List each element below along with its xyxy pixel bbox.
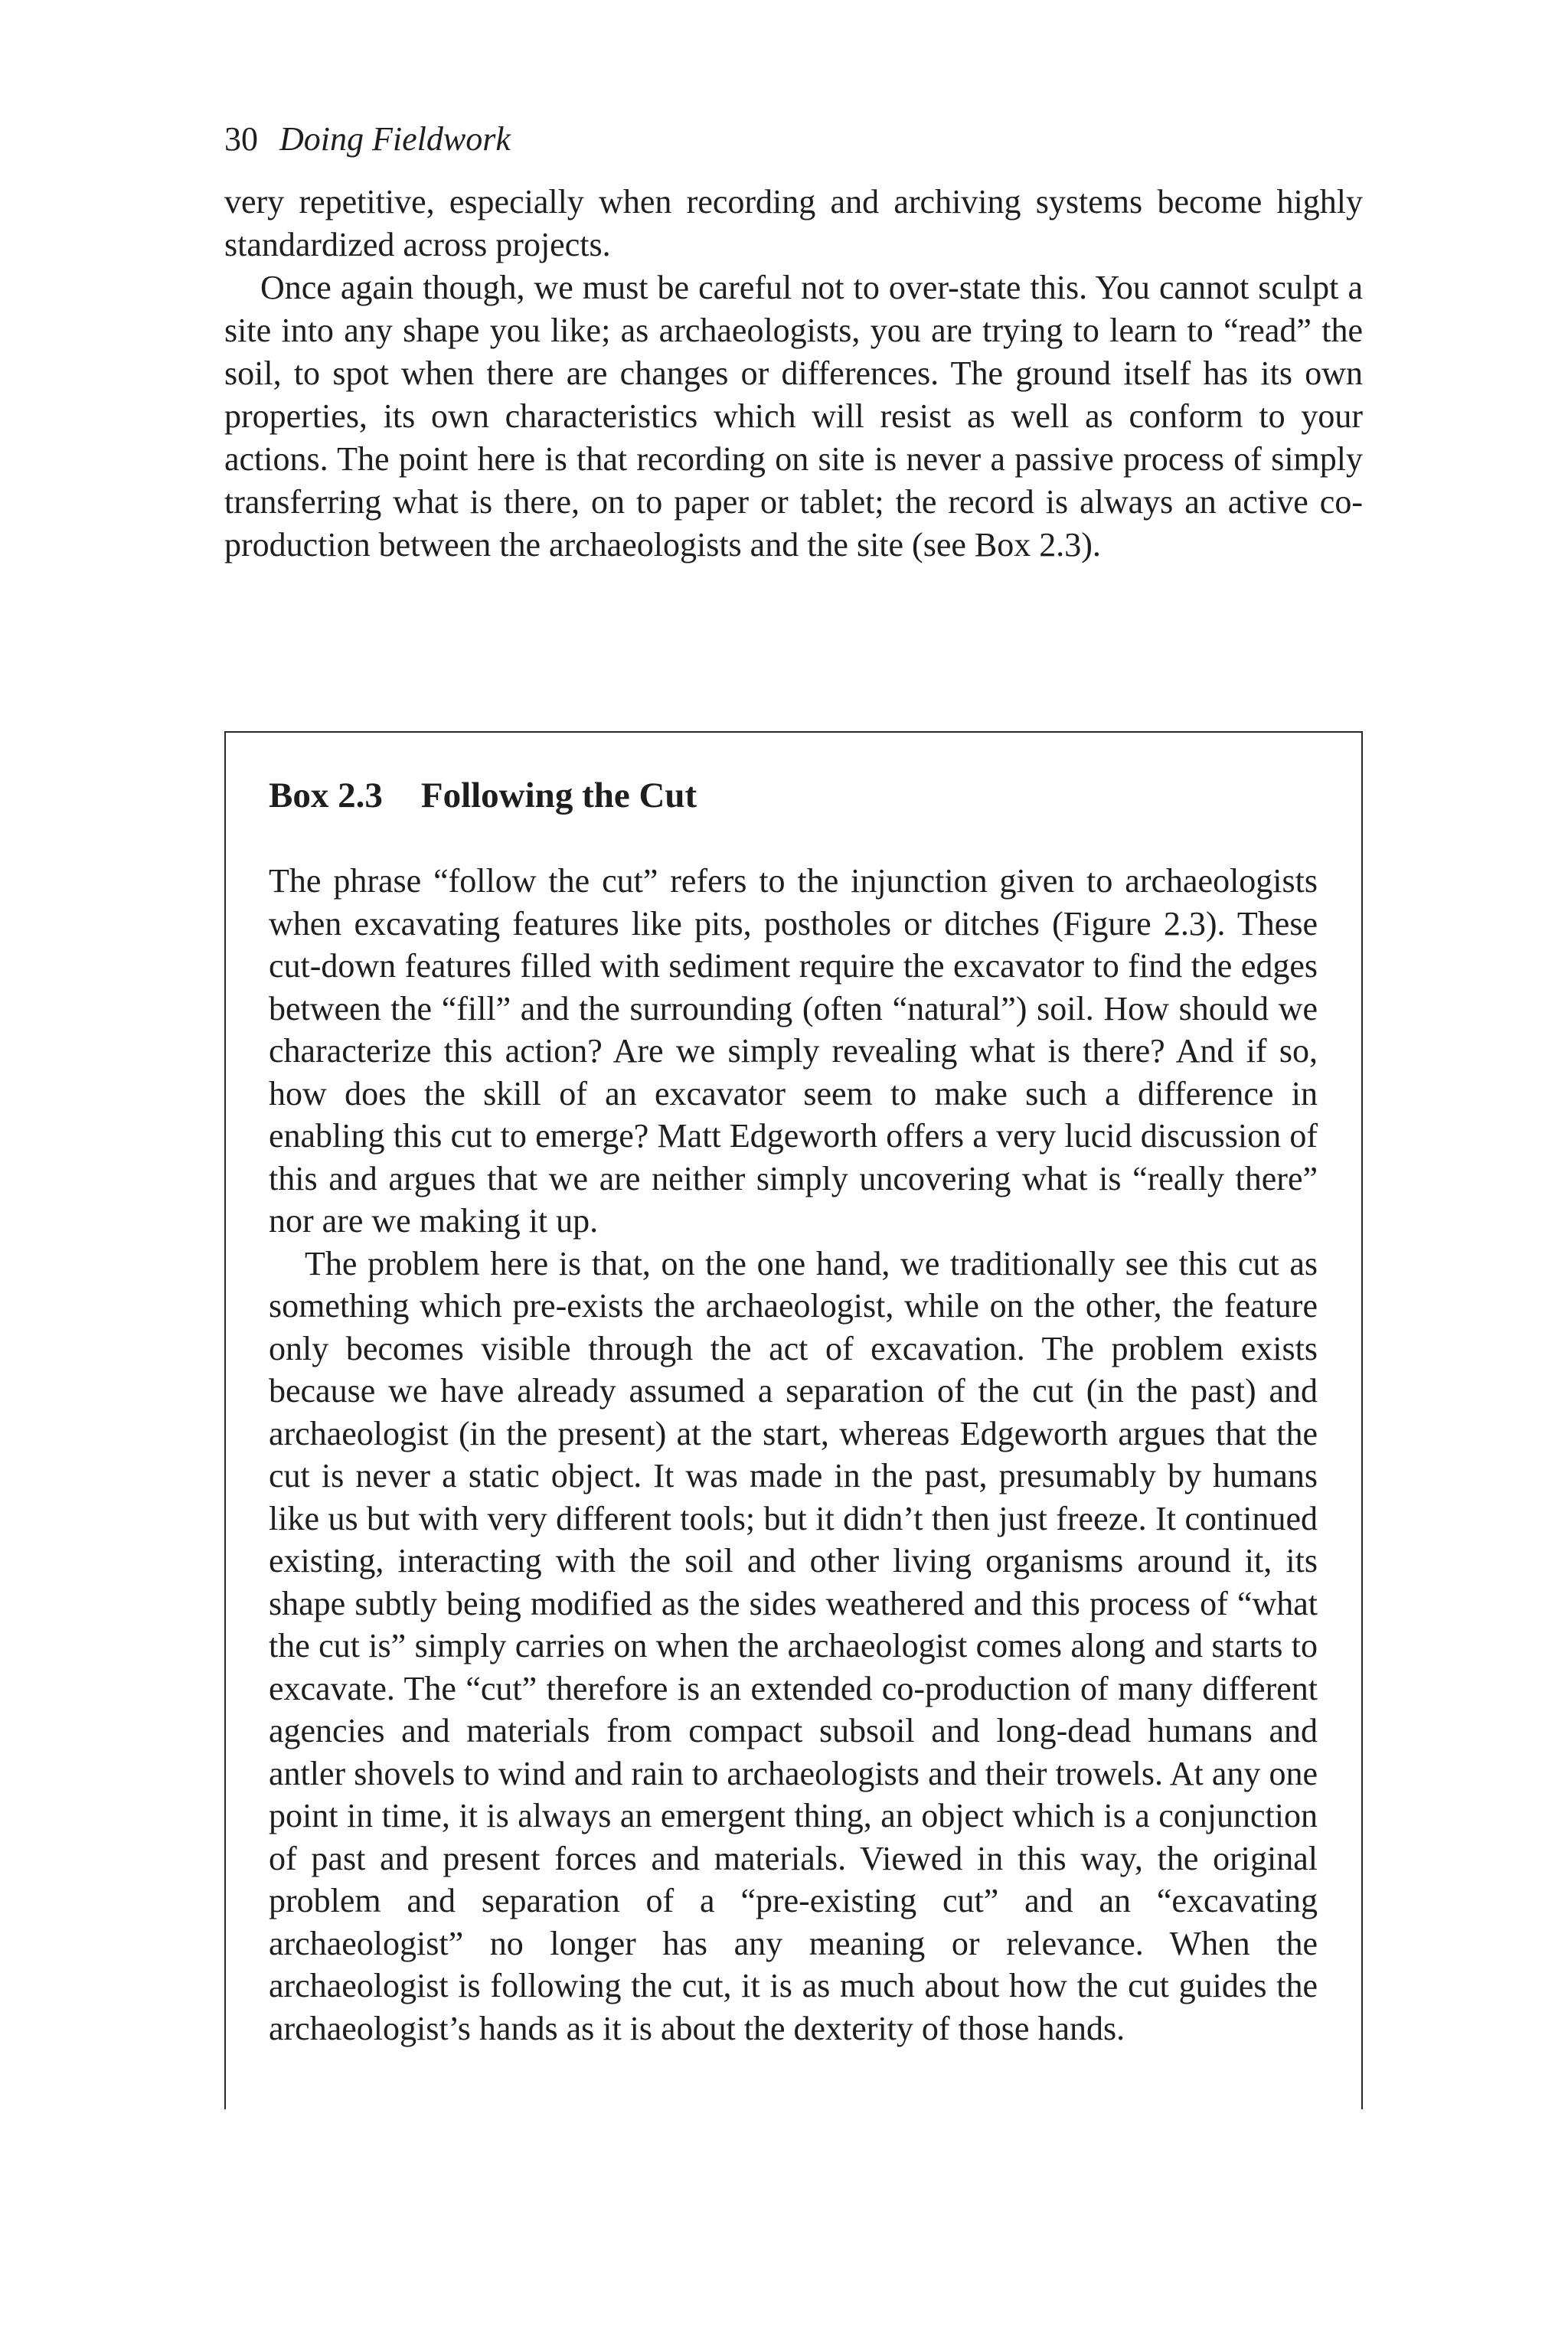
box-heading: [269, 774, 1318, 817]
sidebar-box: [224, 731, 1363, 2109]
box-paragraph: The problem here is that, on the one hand, we traditionally see this cut as something which pre-exists the archaeologist, while on the other, the feature only becomes visible through the act of excavation. The problem exists because we have already assumed a separation of the cut (in the past) and archaeologist (in the present) at the start, whereas Edgeworth argues that the cut is never a static object. It was made in the past, presumably by humans like us but with very different tools; but it didn’t then just freeze. It continued existing, interacting with the soil and other living organisms around it, its shape subtly being modified as the sides weathered and this process of “what the cut is” simply carries on when the archaeologist comes along and starts to excavate. The “cut” therefore is an extended co-production of many different agencies and materials from compact subsoil and long-dead humans and antler shovels to wind and rain to archaeologists and their trowels. At any one point in time, it is always an emergent thing, an object which is a conjunction of past and present forces and materials. Viewed in this way, the original problem and separation of a “pre-existing cut” and an “excavating archaeologist” no longer has any meaning or relevance. When the archaeologist is following the cut, it is as much about how the cut guides the archaeologist’s hands as it is about the dexterity of those hands.: [269, 1244, 1318, 2047]
box-number: Box 2.3: [269, 776, 383, 815]
body-paragraph: Once again though, we must be careful not to over-state this. You cannot sculpt a site into any shape you like; as archaeologists, you are trying to learn to “read” the soil, to spot when there are changes or differences. The ground itself has its own properties, its own characteristics which will resist as well as conform to your actions. The point here is that recording on site is never a passive process of simply transferring what is there, on to paper or tablet; the record is always an active co-production between the archaeologists and the site (see Box 2.3).: [224, 269, 1363, 564]
box-title: Following the Cut: [420, 776, 697, 815]
running-head: [224, 116, 511, 162]
running-head-title: Doing Fieldwork: [279, 120, 511, 158]
box-paragraph: The phrase “follow the cut” refers to the injunction given to archaeologists when excavating features like pits, postholes or ditches (Figure 2.3). These cut-down features filled with sediment require the excavator to find the edges between the “fill” and the surrounding (often “natural”) soil. How should we characterize this action? Are we simply revealing what is there? And if so, how does the skill of an excavator seem to make such a difference in enabling this cut to emerge? Matt Edgeworth offers a very lucid discussion of this and argues that we are neither simply uncovering what is “really there” nor are we making it up.: [269, 862, 1318, 1240]
main-text: [224, 181, 1363, 567]
sidebar-box-content: [269, 774, 1318, 2050]
page-number: 30: [224, 120, 258, 158]
body-paragraph: very repetitive, especially when recording and archiving systems become highly standardized across projects.: [224, 183, 1363, 263]
